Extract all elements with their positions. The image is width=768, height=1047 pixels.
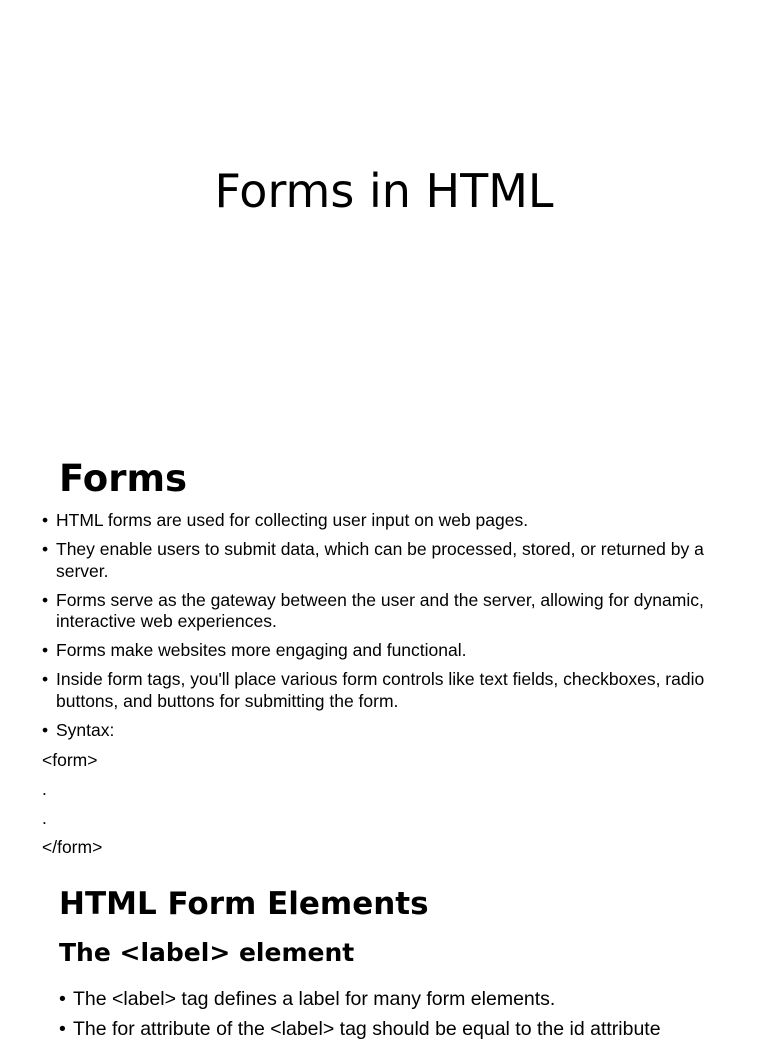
code-line: .: [42, 779, 47, 799]
bullet-dot-icon: •: [42, 589, 49, 610]
title-slide: [0, 0, 768, 430]
bullet-dot-icon: •: [59, 1018, 66, 1040]
bullet-text: HTML forms are used for collecting user input on web pages.: [56, 510, 529, 530]
code-line: <form>: [42, 750, 98, 770]
bullet-text: The for attribute of the <label> tag should be equal to the id attribute: [73, 1018, 661, 1040]
bullet-item: [42, 720, 707, 742]
forms-slide: [0, 430, 768, 870]
form-elements-heading: HTML Form Elements: [59, 886, 429, 922]
forms-bullet-list: [42, 510, 707, 749]
bullet-text: Inside form tags, you'll place various form controls like text fields, checkboxes, radio buttons, and buttons for submitting the form.: [56, 669, 705, 711]
bullet-dot-icon: •: [42, 669, 49, 689]
bullet-dot-icon: •: [42, 640, 49, 660]
bullet-text: The <label> tag defines a label for many form elements.: [73, 988, 556, 1010]
form-elements-slide: [0, 870, 768, 1040]
bullet-dot-icon: •: [59, 988, 66, 1010]
code-line: </form>: [42, 837, 103, 857]
label-bullet-list: [59, 987, 749, 1047]
syntax-code-block: [42, 750, 102, 866]
bullet-dot-icon: •: [42, 539, 49, 559]
bullet-item: [42, 640, 707, 662]
bullet-item: [59, 987, 749, 1011]
presentation-title: Forms in HTML: [214, 164, 554, 218]
bullet-item: [42, 539, 707, 582]
bullet-item: [42, 669, 707, 712]
bullet-text: They enable users to submit data, which can be processed, stored, or returned by a server.: [56, 539, 704, 581]
code-line: .: [42, 808, 47, 828]
bullet-item: [59, 1017, 749, 1041]
bullet-text: Forms serve as the gateway between the user and the server, allowing for dynamic, interactive web experiences.: [56, 589, 704, 631]
bullet-text: Forms make websites more engaging and functional.: [56, 640, 467, 660]
label-element-subheading: The <label> element: [59, 938, 355, 967]
forms-heading: Forms: [59, 457, 188, 500]
bullet-item: [42, 510, 707, 532]
bullet-item: [42, 590, 707, 633]
bullet-dot-icon: •: [42, 719, 49, 740]
bullet-dot-icon: •: [42, 510, 49, 530]
bullet-text: Syntax:: [56, 719, 115, 740]
